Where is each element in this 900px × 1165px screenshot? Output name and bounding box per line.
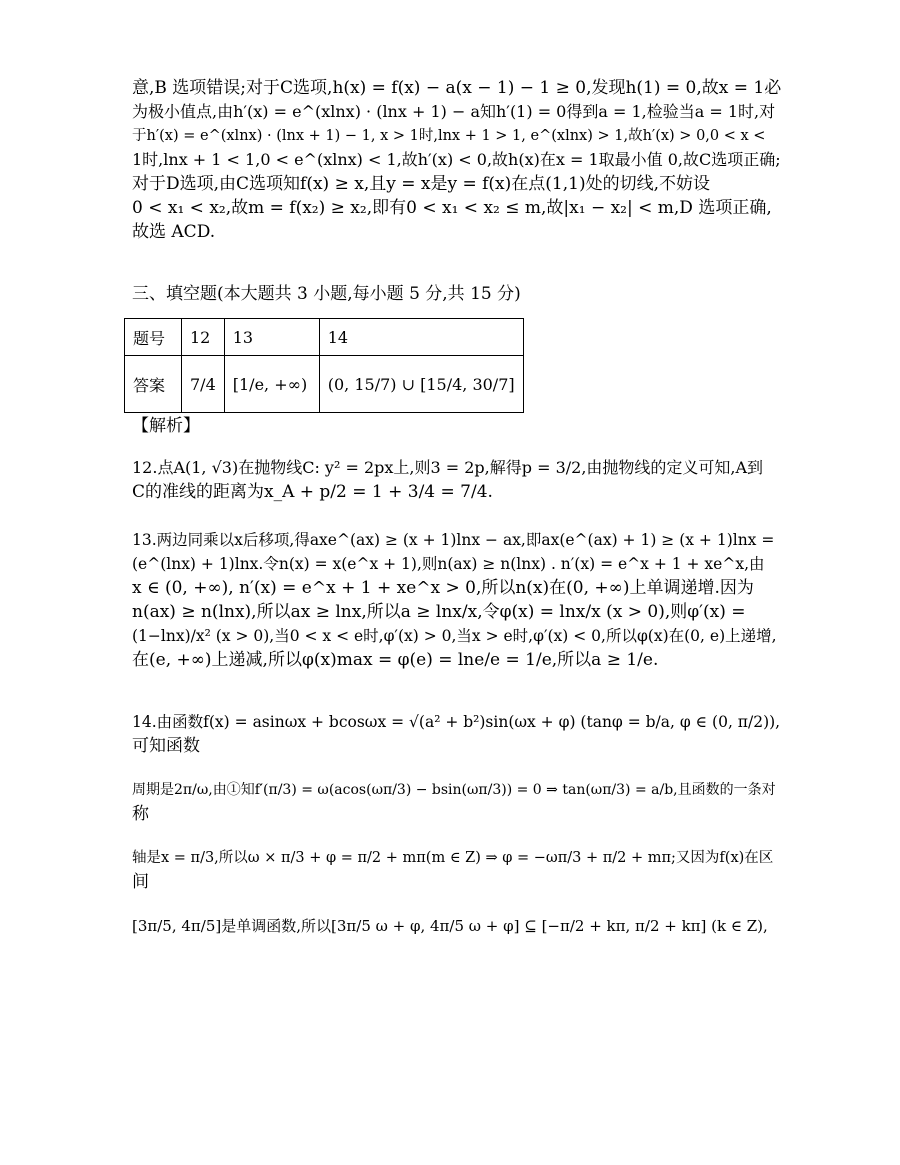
table-row — [125, 356, 524, 413]
text-line: 0 < x₁ < x₂,故m = f(x₂) ≥ x₂,即有0 < x₁ < x₂ ≤ m,故|x₁ − x₂| < m,D 选项正确, — [132, 198, 772, 218]
text-line: 在(e, +∞)上递减,所以φ(x)max = φ(e) = lne/e = 1/e,所以a ≥ 1/e. — [132, 650, 659, 670]
text-line: 间 — [132, 872, 149, 892]
text-line: 为极小值点,由h′(x) = e^(xlnx) · (lnx + 1) − a知h′(1) = 0得到a = 1,检验当a = 1时,对 — [132, 102, 776, 121]
table-cell-answer: (0, 15/7) ∪ [15/4, 30/7] — [319, 356, 523, 413]
table-row — [125, 319, 524, 356]
section-heading: 三、填空题(本大题共 3 小题,每小题 5 分,共 15 分) — [132, 284, 521, 304]
text-line: 轴是x = π/3,所以ω × π/3 + φ = π/2 + mπ(m ∈ Z) ⇒ φ = −ωπ/3 + π/2 + mπ;又因为f(x)在区 — [132, 850, 774, 866]
text-line: n(ax) ≥ n(lnx),所以ax ≥ lnx,所以a ≥ lnx/x,令φ(x) = lnx/x (x > 0),则φ′(x) = — [132, 602, 746, 622]
intro-paragraph — [132, 76, 782, 244]
table-cell-answer: 7/4 — [182, 356, 225, 413]
analysis-label: 【解析】 — [132, 416, 200, 436]
q14-solution — [132, 710, 782, 758]
q14-period — [132, 778, 782, 826]
text-line: x ∈ (0, +∞), n′(x) = e^x + 1 + xe^x > 0,所以n(x)在(0, +∞)上单调递增.因为 — [132, 578, 754, 598]
text-line: 对于D选项,由C选项知f(x) ≥ x,且y = x是y = f(x)在点(1,1)处的切线,不妨设 — [132, 174, 710, 194]
text-line: 故选 ACD. — [132, 222, 216, 242]
table-cell-question: 14 — [319, 319, 523, 356]
table-cell-question: 13 — [224, 319, 319, 356]
text-line: 14.由函数f(x) = asinωx + bcosωx = √(a² + b²)sin(ωx + φ) (tanφ = b/a, φ ∈ (0, π/2)), — [132, 713, 781, 731]
q14-monotonic-interval — [132, 914, 782, 938]
q12-solution — [132, 456, 782, 504]
q14-symmetry-axis — [132, 846, 782, 894]
table-cell-question-label: 题号 — [125, 319, 182, 356]
text-line: [3π/5, 4π/5]是单调函数,所以[3π/5 ω + φ, 4π/5 ω + φ] ⊆ [−π/2 + kπ, π/2 + kπ] (k ∈ Z), — [132, 917, 768, 935]
text-line: (1−lnx)/x² (x > 0),当0 < x < e时,φ′(x) > 0,当x > e时,φ′(x) < 0,所以φ(x)在(0, e)上递增, — [132, 627, 777, 645]
text-line: 1时,lnx + 1 < 1,0 < e^(xlnx) < 1,故h′(x) < 0,故h(x)在x = 1取最小值 0,故C选项正确; — [132, 150, 781, 169]
text-line: 可知函数 — [132, 736, 200, 756]
table-cell-answer-label: 答案 — [125, 356, 182, 413]
answer-table — [124, 318, 524, 413]
text-line: 意,B 选项错误;对于C选项,h(x) = f(x) − a(x − 1) − 1 ≥ 0,发现h(1) = 0,故x = 1必 — [132, 78, 782, 98]
text-line: 13.两边同乘以x后移项,得axe^(ax) ≥ (x + 1)lnx − ax,即ax(e^(ax) + 1) ≥ (x + 1)lnx = — [132, 531, 775, 549]
text-line: 于h′(x) = e^(xlnx) · (lnx + 1) − 1, x > 1时,lnx + 1 > 1, e^(xlnx) > 1,故h′(x) > 0,0 < x < — [132, 128, 766, 144]
text-line: C的准线的距离为x_A + p/2 = 1 + 3/4 = 7/4. — [132, 482, 493, 502]
text-line: (e^(lnx) + 1)lnx.令n(x) = x(e^x + 1),则n(ax) ≥ n(lnx) . n′(x) = e^x + 1 + xe^x,由 — [132, 555, 765, 573]
text-line: 12.点A(1, √3)在抛物线C: y² = 2px上,则3 = 2p,解得p = 3/2,由抛物线的定义可知,A到 — [132, 458, 764, 477]
table-cell-answer: [1/e, +∞) — [224, 356, 319, 413]
q13-solution — [132, 528, 782, 672]
text-line: 称 — [132, 804, 149, 824]
table-cell-question: 12 — [182, 319, 225, 356]
text-line: 周期是2π/ω,由①知f′(π/3) = ω(acos(ωπ/3) − bsin(ωπ/3)) = 0 ⇒ tan(ωπ/3) = a/b,且函数的一条对 — [132, 782, 776, 798]
